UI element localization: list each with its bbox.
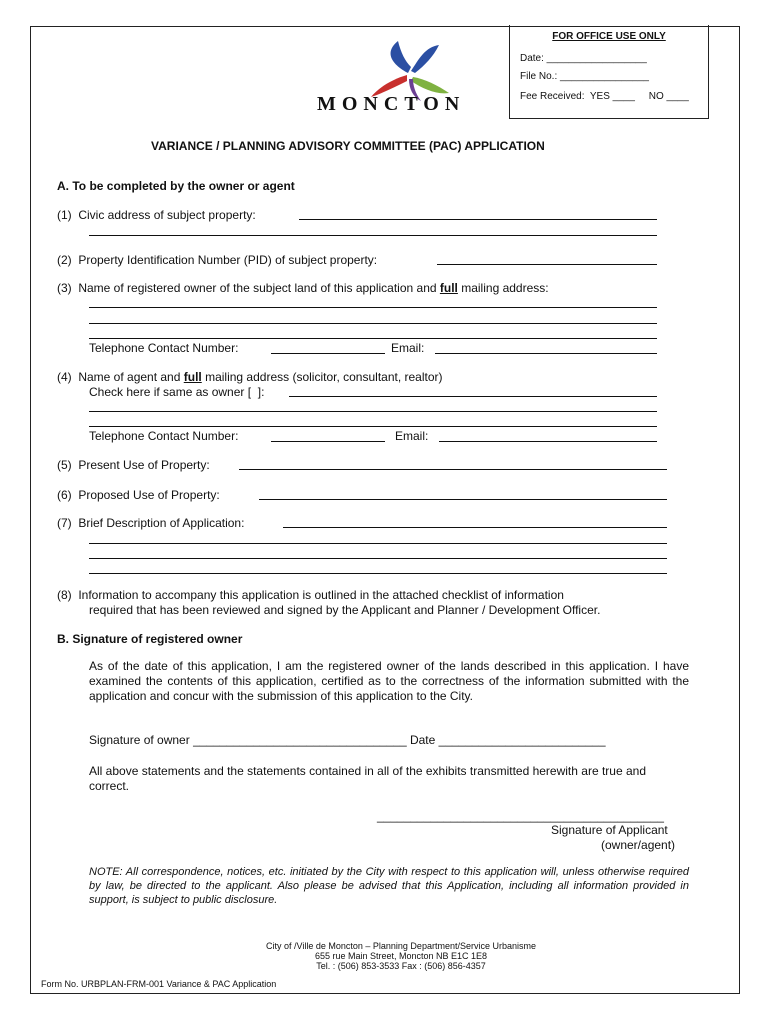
office-file-no-field[interactable]: File No.: ________________ [520,71,649,82]
description-line-1[interactable] [283,527,667,528]
pid-line[interactable] [437,264,657,265]
owner-address-line-1[interactable] [89,307,657,308]
applicant-signature-blank[interactable]: ___________________________________________ [377,809,664,823]
office-date-field[interactable]: Date: __________________ [520,53,647,64]
description-line-3[interactable] [89,558,667,559]
q1-label: (1) Civic address of subject property: [57,208,256,222]
disclosure-note: NOTE: All correspondence, notices, etc. initiated by the City with respect to this application will, unless otherwise required by law, be directed to the applicant. Also please be advised that this Application, including all information provided in support, is subject to public disclosure. [89,866,689,906]
section-b-heading: B. Signature of registered owner [57,632,243,646]
form-number: Form No. URBPLAN-FRM-001 Variance & PAC Application [41,979,277,989]
civic-address-line-1[interactable] [299,219,657,220]
ownership-paragraph: As of the date of this application, I am the registered owner of the lands described in this application. I have examined the contents of this application, certified as to the correctness of the information submitted with the application and concur with the submission of this application to the City. [89,659,689,703]
footer-address [191,941,611,971]
description-line-4[interactable] [89,573,667,574]
owner-tel-label: Telephone Contact Number: [89,341,239,355]
same-as-owner-check[interactable]: Check here if same as owner [ ]: [89,385,265,399]
owner-agent-label: (owner/agent) [601,838,676,852]
owner-address-line-2[interactable] [89,323,657,324]
q6-label: (6) Proposed Use of Property: [57,488,220,502]
q7-label: (7) Brief Description of Application: [57,516,245,530]
form-title: VARIANCE / PLANNING ADVISORY COMMITTEE (PAC) APPLICATION [151,139,545,153]
office-fee-field[interactable]: Fee Received: YES ____ NO ____ [520,91,689,102]
agent-email-line[interactable] [439,441,657,442]
owner-tel-line[interactable] [271,353,385,354]
description-line-2[interactable] [89,543,667,544]
agent-tel-label: Telephone Contact Number: [89,429,239,443]
agent-email-label: Email: [395,429,429,443]
q4-label: (4) Name of agent and full mailing address (solicitor, consultant, realtor) [57,370,443,384]
q2-label: (2) Property Identification Number (PID) of subject property: [57,253,378,267]
q3-label: (3) Name of registered owner of the subject land of this application and full mailing address: [57,281,549,295]
footer-line-3: Tel. : (506) 853-3533 Fax : (506) 856-4357 [316,961,486,971]
logo-wordmark: MONCTON [317,93,466,115]
civic-address-line-2[interactable] [89,235,657,236]
true-statement: All above statements and the statements contained in all of the exhibits transmitted herewith are true and correct. [89,764,646,793]
agent-tel-line[interactable] [271,441,385,442]
proposed-use-line[interactable] [259,499,667,500]
q8-line-2: required that has been reviewed and signed by the Applicant and Planner / Development Officer. [89,603,601,617]
owner-address-line-3[interactable] [89,338,657,339]
section-a-heading: A. To be completed by the owner or agent [57,179,295,193]
present-use-line[interactable] [239,469,667,470]
office-use-box [509,25,709,119]
footer-line-1: City of /Ville de Moncton – Planning Department/Service Urbanisme [266,941,536,951]
owner-email-line[interactable] [435,353,657,354]
office-use-header: FOR OFFICE USE ONLY [552,31,666,42]
footer-line-2: 655 rue Main Street, Moncton NB E1C 1E8 [314,951,488,961]
q5-label: (5) Present Use of Property: [57,458,210,472]
agent-address-line-2[interactable] [89,411,657,412]
agent-address-line-1[interactable] [289,396,657,397]
q8-line-1: (8) Information to accompany this application is outlined in the attached checklist of information [57,588,564,602]
agent-address-line-3[interactable] [89,426,657,427]
owner-signature-line[interactable]: Signature of owner ________________________________ Date _________________________ [89,733,606,747]
form-page [30,26,740,994]
applicant-signature-label: Signature of Applicant [551,823,668,837]
owner-email-label: Email: [391,341,425,355]
